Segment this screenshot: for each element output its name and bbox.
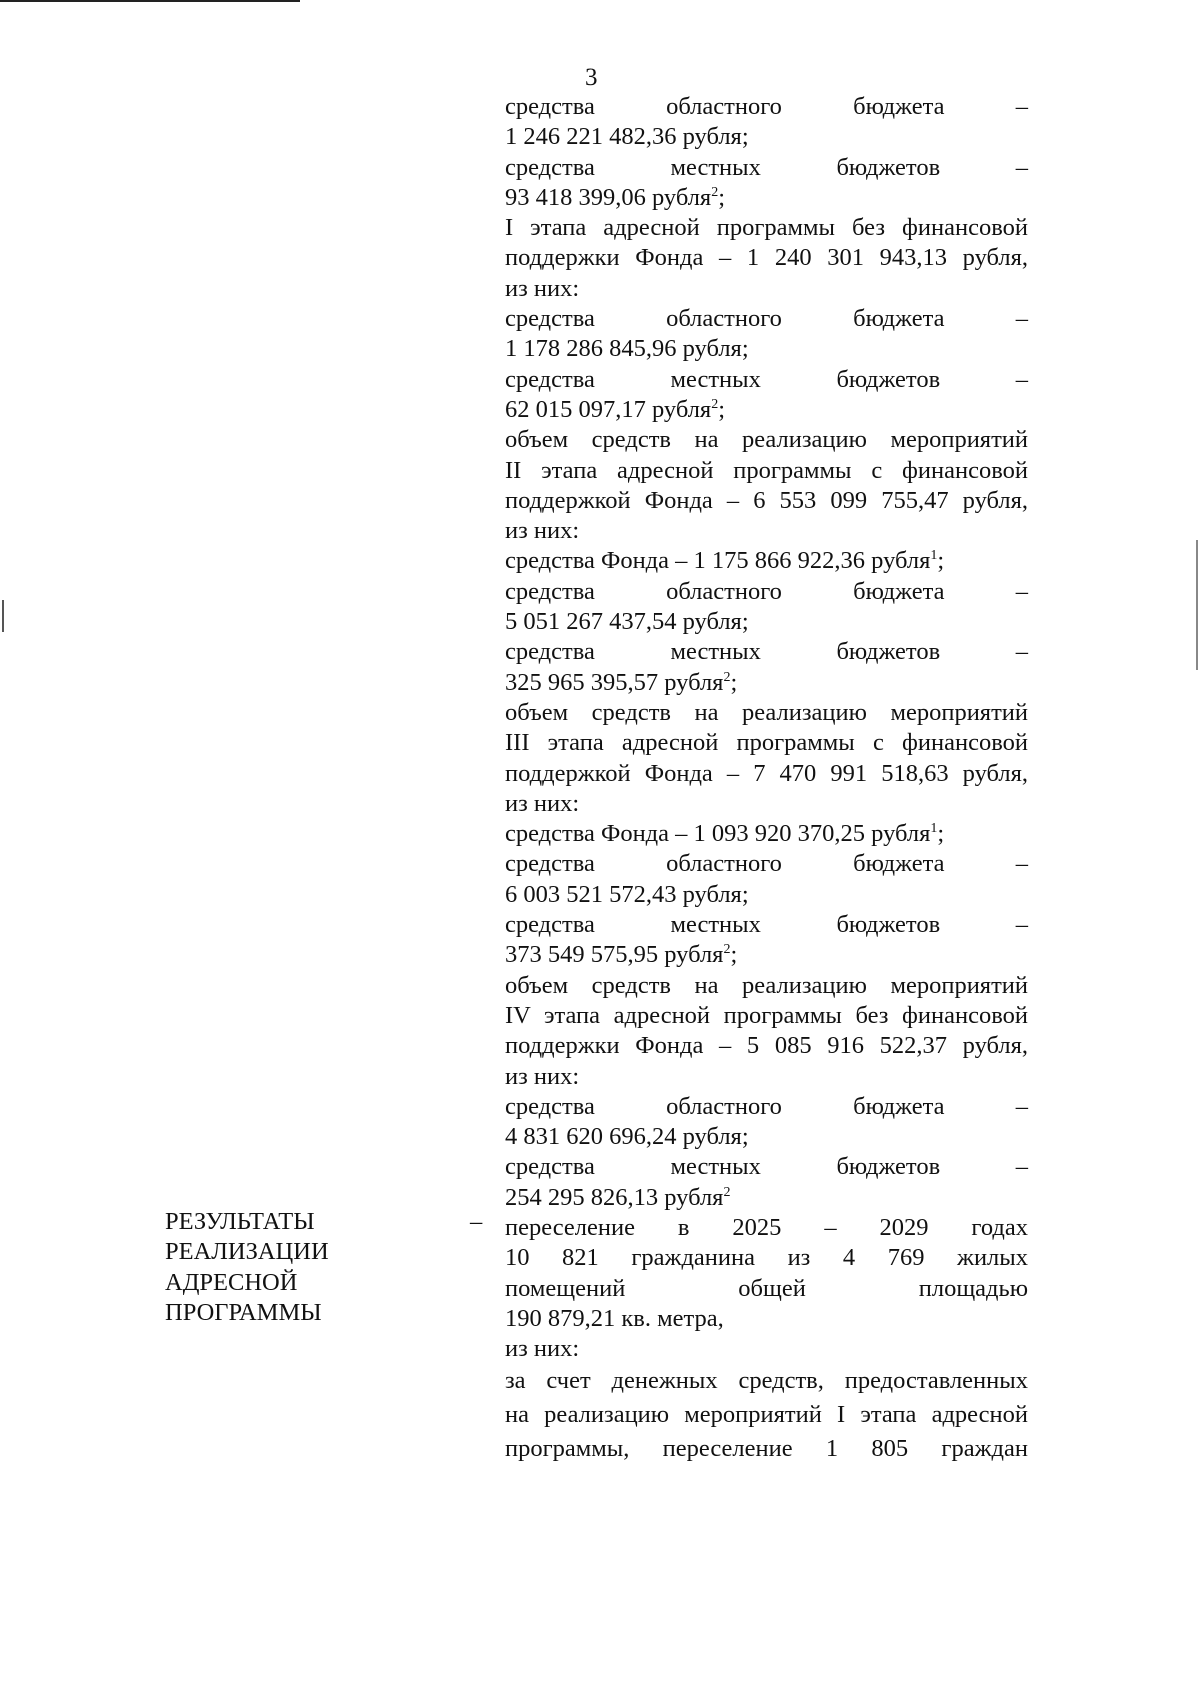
footnote-marker: 1 (930, 548, 938, 564)
punctuation: ; (730, 941, 738, 969)
text-line-content: 10 821 гражданина из 4 769 жилых (505, 1244, 1028, 1272)
text-line-content: I этапа адресной программы без финансовой (505, 214, 1028, 242)
punctuation: ; (718, 395, 726, 423)
footnote-marker: 2 (711, 184, 719, 200)
text-line-content: 190 879,21 кв. метра, (505, 1304, 724, 1332)
footnote-marker: 2 (723, 1184, 731, 1200)
scan-edge-mark (1196, 540, 1198, 670)
text-line (505, 1062, 1028, 1092)
top-border-line (0, 0, 300, 2)
text-line (505, 183, 1028, 213)
text-line (505, 607, 1028, 637)
text-line (505, 759, 1028, 789)
text-line-content: средства областного бюджета – (505, 93, 1028, 120)
text-line-content: 325 965 395,57 рубля (505, 668, 724, 696)
section-label-line: РЕЗУЛЬТАТЫ (165, 1208, 315, 1235)
text-line (505, 789, 1028, 819)
text-line-content: II этапа адресной программы с финансовой (505, 456, 1028, 484)
text-line-content: поддержкой Фонда – 6 553 099 755,47 рубля, (505, 486, 1028, 514)
text-line-content: средства областного бюджета – (505, 577, 1028, 605)
text-line (505, 940, 1028, 970)
text-line (505, 395, 1028, 425)
text-line-content: из них: (505, 789, 580, 817)
punctuation: ; (937, 547, 945, 575)
text-line-content: из них: (505, 274, 580, 302)
text-line (505, 334, 1028, 364)
text-line-content: объем средств на реализацию мероприятий (505, 426, 1028, 454)
text-line-content: III этапа адресной программы с финансовой (505, 729, 1028, 757)
text-line (505, 1183, 1028, 1213)
text-line (505, 1364, 1028, 1398)
text-line (505, 819, 1028, 849)
financing-text-column (505, 92, 1028, 1466)
footnote-marker: 1 (930, 820, 938, 836)
text-line-content: поддержки Фонда – 5 085 916 522,37 рубля, (505, 1032, 1028, 1060)
text-line-content: средства областного бюджета – (505, 305, 1028, 333)
text-line-content: 5 051 267 437,54 рубля; (505, 608, 749, 636)
text-line (505, 365, 1028, 395)
text-line (505, 92, 1028, 122)
text-line-content: средства местных бюджетов – (505, 365, 1028, 393)
scan-edge-mark (2, 600, 4, 632)
text-line (505, 849, 1028, 879)
text-line-content: средства местных бюджетов – (505, 1153, 1028, 1181)
section-label-line: РЕАЛИЗАЦИИ (165, 1238, 329, 1266)
text-line (505, 516, 1028, 546)
section-dash: – (470, 1208, 483, 1235)
text-line-content: IV этапа адресной программы без финансовой (505, 1001, 1028, 1029)
text-line (505, 486, 1028, 516)
text-line (505, 1243, 1028, 1273)
text-line-content: 1 178 286 845,96 рубля; (505, 335, 749, 363)
text-line-content: средства местных бюджетов – (505, 911, 1028, 939)
text-line-content: поддержки Фонда – 1 240 301 943,13 рубля, (505, 244, 1028, 272)
text-line (505, 243, 1028, 273)
section-label-line: ПРОГРАММЫ (165, 1298, 322, 1326)
text-line (505, 1001, 1028, 1031)
text-line (505, 122, 1028, 152)
text-line (505, 153, 1028, 183)
text-line (505, 1152, 1028, 1182)
text-line-content: 1 246 221 482,36 рубля; (505, 123, 749, 151)
text-line-content: из них: (505, 1062, 580, 1090)
text-line (505, 910, 1028, 940)
text-line-content: помещений общей площадью (505, 1274, 1028, 1302)
text-line-content: 373 549 575,95 рубля (505, 941, 724, 969)
text-line-content: 6 003 521 572,43 рубля; (505, 880, 749, 908)
punctuation: ; (937, 820, 945, 848)
text-line (505, 1031, 1028, 1061)
text-line (505, 698, 1028, 728)
text-line (505, 1213, 1028, 1243)
footnote-marker: 2 (711, 396, 719, 412)
text-line-content: переселение в 2025 – 2029 годах (505, 1213, 1028, 1241)
punctuation: ; (718, 183, 726, 211)
text-line (505, 637, 1028, 667)
text-line-content: 4 831 620 696,24 рубля; (505, 1123, 749, 1151)
text-line-content: из них: (505, 1335, 580, 1363)
text-line-content: 93 418 399,06 рубля (505, 183, 712, 211)
text-line-content: средства местных бюджетов – (505, 638, 1028, 666)
text-line (505, 546, 1028, 576)
text-line-content: на реализацию мероприятий I этапа адресной (505, 1401, 1028, 1429)
text-line (505, 304, 1028, 334)
text-line (505, 1398, 1028, 1432)
text-line (505, 668, 1028, 698)
text-line-content: объем средств на реализацию мероприятий (505, 971, 1028, 999)
text-line (505, 1334, 1028, 1364)
text-line (505, 1274, 1028, 1304)
text-line (505, 213, 1028, 243)
section-label-line: АДРЕСНОЙ (165, 1268, 298, 1296)
text-line (505, 880, 1028, 910)
text-line-content: 62 015 097,17 рубля (505, 395, 712, 423)
page-number: 3 (585, 64, 598, 91)
text-line-content: программы, переселение 1 805 граждан (505, 1435, 1028, 1463)
text-line (505, 1092, 1028, 1122)
text-line (505, 971, 1028, 1001)
footnote-marker: 2 (723, 942, 731, 958)
section-label (165, 1207, 329, 1328)
text-line-content: 254 295 826,13 рубля (505, 1183, 724, 1211)
text-line (505, 425, 1028, 455)
text-line (505, 456, 1028, 486)
text-line-content: за счет денежных средств, предоставленных (505, 1367, 1028, 1395)
text-line-content: из них: (505, 517, 580, 545)
footnote-marker: 2 (723, 669, 731, 685)
text-line-content: объем средств на реализацию мероприятий (505, 698, 1028, 726)
text-line-content: поддержкой Фонда – 7 470 991 518,63 рубля, (505, 759, 1028, 787)
text-line (505, 1122, 1028, 1152)
text-line (505, 728, 1028, 758)
text-line (505, 577, 1028, 607)
text-line (505, 1304, 1028, 1334)
text-line-content: средства Фонда – 1 093 920 370,25 рубля (505, 820, 931, 848)
text-line-content: средства областного бюджета – (505, 850, 1028, 878)
text-line (505, 274, 1028, 304)
punctuation: ; (730, 668, 738, 696)
text-line-content: средства областного бюджета – (505, 1092, 1028, 1120)
text-line-content: средства Фонда – 1 175 866 922,36 рубля (505, 547, 931, 575)
text-line (505, 1432, 1028, 1466)
text-line-content: средства местных бюджетов – (505, 153, 1028, 181)
